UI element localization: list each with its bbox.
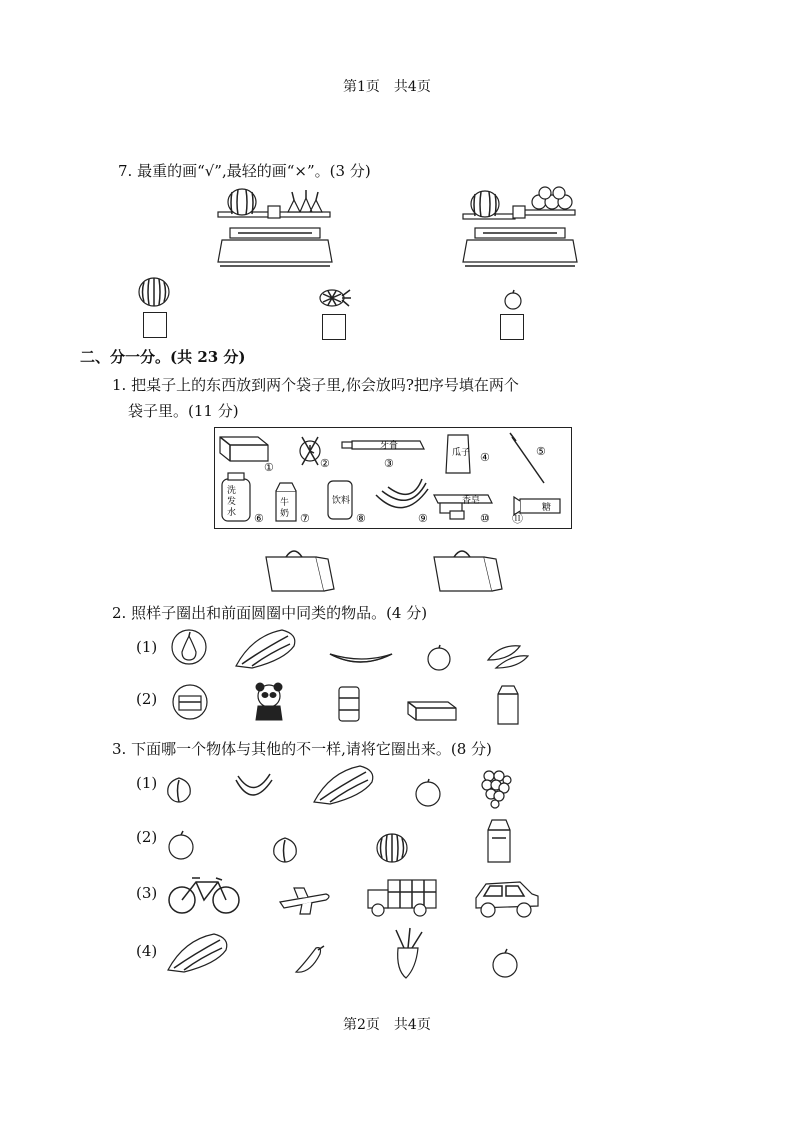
- row-label-2-3-4: (4): [136, 942, 158, 960]
- radish-icon[interactable]: [388, 926, 432, 982]
- row-label-2-2-2: (2): [136, 690, 158, 708]
- seeds-item: [446, 435, 490, 473]
- answer-box-pineapple[interactable]: [322, 314, 346, 340]
- page-header: 第1页 共4页: [343, 79, 431, 95]
- watermelon-icon: [138, 276, 172, 308]
- pineapple-icon: [318, 286, 352, 308]
- bread-icon[interactable]: [404, 696, 460, 724]
- leaves-icon[interactable]: [486, 640, 530, 670]
- bananas-item: [376, 479, 428, 525]
- item-number-5: ⑤: [536, 445, 546, 458]
- row-label-2-3-1: (1): [136, 774, 158, 792]
- truck-icon[interactable]: [366, 876, 440, 920]
- cabbage-icon-row3[interactable]: [310, 762, 376, 808]
- question-2-3-text: 3. 下面哪一个物体与其他的不一样,请将它圈出来。(8 分): [112, 740, 492, 758]
- airplane-icon[interactable]: [276, 886, 332, 918]
- bananas-icon[interactable]: [232, 770, 274, 806]
- cucumber-icon[interactable]: [328, 648, 394, 670]
- cake-in-circle-icon[interactable]: [170, 684, 210, 720]
- grapes-icon[interactable]: [480, 766, 512, 810]
- soda-can-icon[interactable]: [336, 684, 362, 724]
- bag-right-icon[interactable]: [432, 545, 504, 593]
- bag-left-icon[interactable]: [264, 545, 336, 593]
- balance-scale-left: [210, 188, 340, 270]
- car-icon[interactable]: [472, 874, 542, 920]
- milk-item: [276, 483, 310, 525]
- svg-text:奶: 奶: [280, 509, 290, 519]
- panda-toy-icon[interactable]: [252, 682, 286, 722]
- item-number-10: ⑩: [480, 512, 490, 525]
- toothpaste-label: 牙膏: [380, 441, 399, 451]
- candy-label: 糖: [542, 503, 552, 513]
- question-7-text: 7. 最重的画“√”,最轻的画“×”。(3 分): [118, 162, 371, 180]
- items-illustrations: [214, 427, 570, 527]
- milk-carton-icon[interactable]: [496, 684, 520, 726]
- toothbrush-item: [510, 433, 546, 483]
- shampoo-item: [222, 473, 264, 525]
- watch-item: [300, 437, 330, 470]
- soap-item: [434, 494, 492, 525]
- pear-in-circle-icon[interactable]: [170, 628, 208, 666]
- row-label-2-3-3: (3): [136, 884, 158, 902]
- cabbage-icon-row4[interactable]: [164, 930, 230, 976]
- item-number-8: ⑧: [356, 512, 366, 525]
- question-2-1-line2: 袋子里。(11 分): [128, 402, 239, 420]
- item-number-7: ⑦: [300, 512, 310, 525]
- svg-text:水: 水: [227, 508, 237, 518]
- page-footer: 第2页 共4页: [343, 1017, 431, 1033]
- item-number-2: ②: [320, 457, 330, 470]
- section-2-title: 二、分一分。(共 23 分): [80, 348, 246, 366]
- cabbage-icon[interactable]: [232, 626, 302, 672]
- watermelon-icon-row2[interactable]: [376, 832, 408, 864]
- svg-text:牛: 牛: [280, 498, 290, 508]
- soap-label: 香皂: [462, 496, 481, 506]
- svg-text:洗: 洗: [227, 486, 237, 496]
- balance-scale-right: [455, 188, 585, 270]
- apple-icon-row4[interactable]: [490, 948, 520, 980]
- eggplant-icon[interactable]: [292, 944, 328, 978]
- drink-can-item: [328, 481, 366, 525]
- apple-icon: [503, 290, 525, 310]
- answer-box-apple[interactable]: [500, 314, 524, 340]
- seeds-label: 瓜子: [452, 448, 471, 458]
- item-number-9: ⑨: [418, 512, 428, 525]
- row-label-2-3-2: (2): [136, 828, 158, 846]
- question-2-1-line1: 1. 把桌子上的东西放到两个袋子里,你会放吗?把序号填在两个: [112, 376, 519, 394]
- item-number-1: ①: [264, 461, 274, 474]
- answer-box-watermelon[interactable]: [143, 312, 167, 338]
- svg-text:饮料: 饮料: [332, 496, 351, 506]
- question-2-2-text: 2. 照样子圈出和前面圆圈中同类的物品。(4 分): [112, 604, 428, 622]
- item-number-4: ④: [480, 451, 490, 464]
- apple-icon-row3[interactable]: [413, 778, 443, 808]
- apple-icon-row2[interactable]: [166, 830, 196, 862]
- apple-icon-row1[interactable]: [425, 644, 453, 672]
- peach-icon-row2[interactable]: [270, 834, 300, 864]
- toothpaste-item: [342, 440, 424, 470]
- svg-text:发: 发: [227, 497, 237, 507]
- item-number-6: ⑥: [254, 512, 264, 525]
- peach-icon[interactable]: [164, 774, 194, 804]
- item-number-3: ③: [384, 457, 394, 470]
- bread-item: [220, 437, 274, 474]
- candy-item: [512, 497, 560, 525]
- item-number-11: ⑪: [512, 512, 523, 525]
- bicycle-icon[interactable]: [166, 874, 242, 916]
- row-label-2-2-1: (1): [136, 638, 158, 656]
- milk-carton-icon-row2[interactable]: [486, 818, 512, 864]
